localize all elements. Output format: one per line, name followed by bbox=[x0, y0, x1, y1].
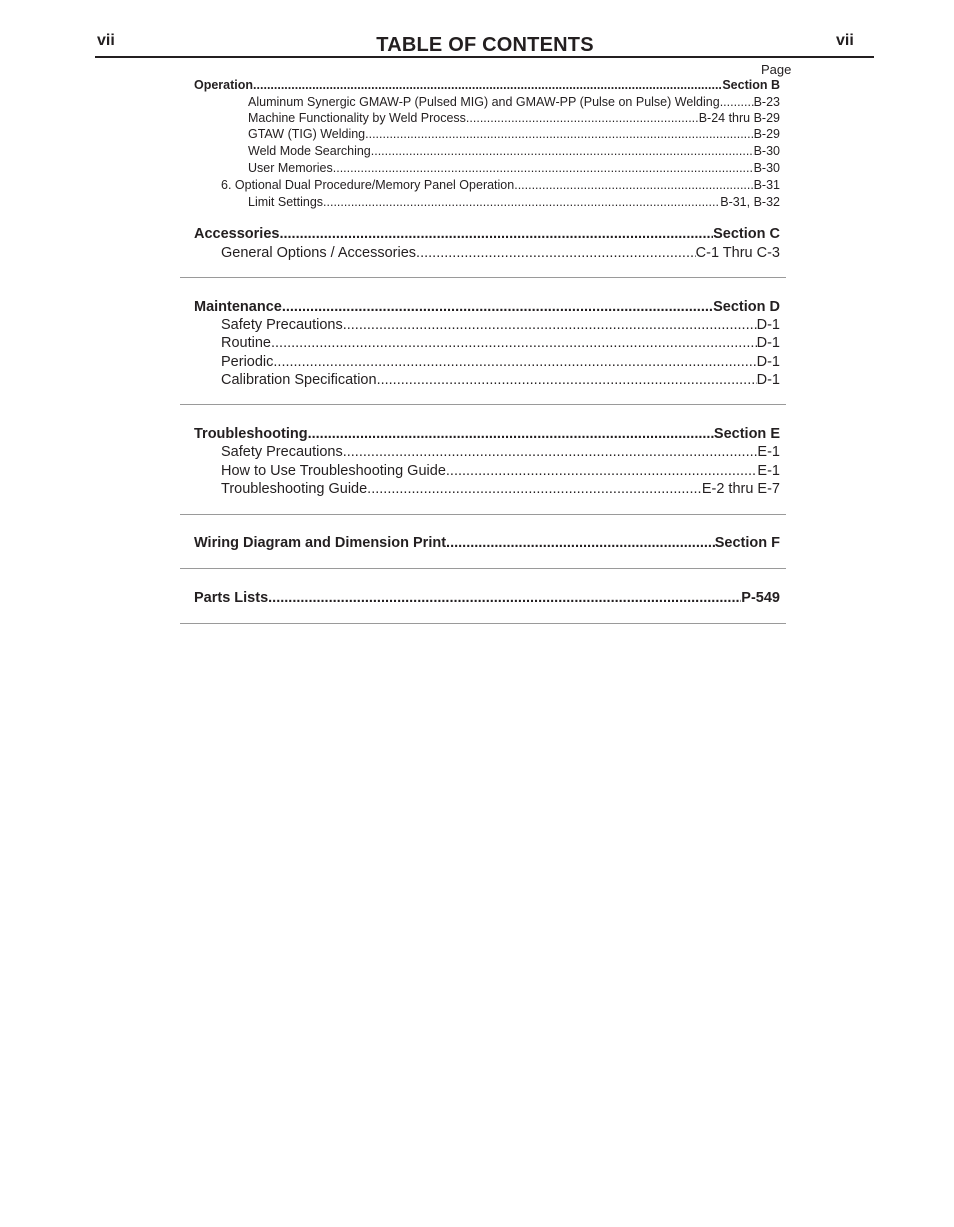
toc-section-operation[interactable]: Operation ..... Section B bbox=[194, 78, 780, 92]
toc-item[interactable]: GTAW (TIG) Welding ..... B-29 bbox=[248, 127, 780, 141]
toc-item[interactable]: Machine Functionality by Weld Process ..... B-24 thru B-29 bbox=[248, 111, 780, 125]
toc-item[interactable]: Calibration Specification ..... D-1 bbox=[221, 372, 780, 388]
toc-section-parts-lists[interactable]: Parts Lists ..... P-549 bbox=[194, 590, 780, 606]
toc-item[interactable]: Safety Precautions ..... D-1 bbox=[221, 317, 780, 333]
section-divider bbox=[180, 568, 786, 569]
page-column-label: Page bbox=[761, 62, 792, 77]
toc-section-troubleshooting[interactable]: Troubleshooting ..... Section E bbox=[194, 426, 780, 442]
toc-section-maintenance[interactable]: Maintenance ..... Section D bbox=[194, 299, 780, 315]
section-divider bbox=[180, 277, 786, 278]
toc-item[interactable]: General Options / Accessories ..... C-1 Thru C-3 bbox=[221, 245, 780, 261]
toc-item[interactable]: Troubleshooting Guide ..... E-2 thru E-7 bbox=[221, 481, 780, 497]
section-divider bbox=[180, 514, 786, 515]
page-number-right: vii bbox=[836, 32, 854, 49]
toc-item[interactable]: 6. Optional Dual Procedure/Memory Panel Operation ..... B-31 bbox=[221, 178, 780, 192]
toc-item[interactable]: How to Use Troubleshooting Guide ..... E-1 bbox=[221, 463, 780, 479]
toc-item[interactable]: User Memories ..... B-30 bbox=[248, 161, 780, 175]
toc-item[interactable]: Periodic ..... D-1 bbox=[221, 354, 780, 370]
page-number-left: vii bbox=[97, 32, 115, 49]
section-divider bbox=[180, 623, 786, 624]
page-title: TABLE OF CONTENTS bbox=[376, 34, 594, 56]
toc-item[interactable]: Aluminum Synergic GMAW-P (Pulsed MIG) and GMAW-PP (Pulse on Pulse) Welding ..... B-23 bbox=[248, 95, 780, 109]
toc-item[interactable]: Limit Settings ..... B-31, B-32 bbox=[248, 195, 780, 209]
toc-item[interactable]: Routine ..... D-1 bbox=[221, 335, 780, 351]
toc-item[interactable]: Weld Mode Searching ..... B-30 bbox=[248, 144, 780, 158]
toc-item[interactable]: Safety Precautions ..... E-1 bbox=[221, 444, 780, 460]
header-rule bbox=[95, 56, 874, 58]
section-divider bbox=[180, 404, 786, 405]
toc-section-accessories[interactable]: Accessories ..... Section C bbox=[194, 226, 780, 242]
toc-section-wiring-diagram[interactable]: Wiring Diagram and Dimension Print ..... Section F bbox=[194, 535, 780, 551]
